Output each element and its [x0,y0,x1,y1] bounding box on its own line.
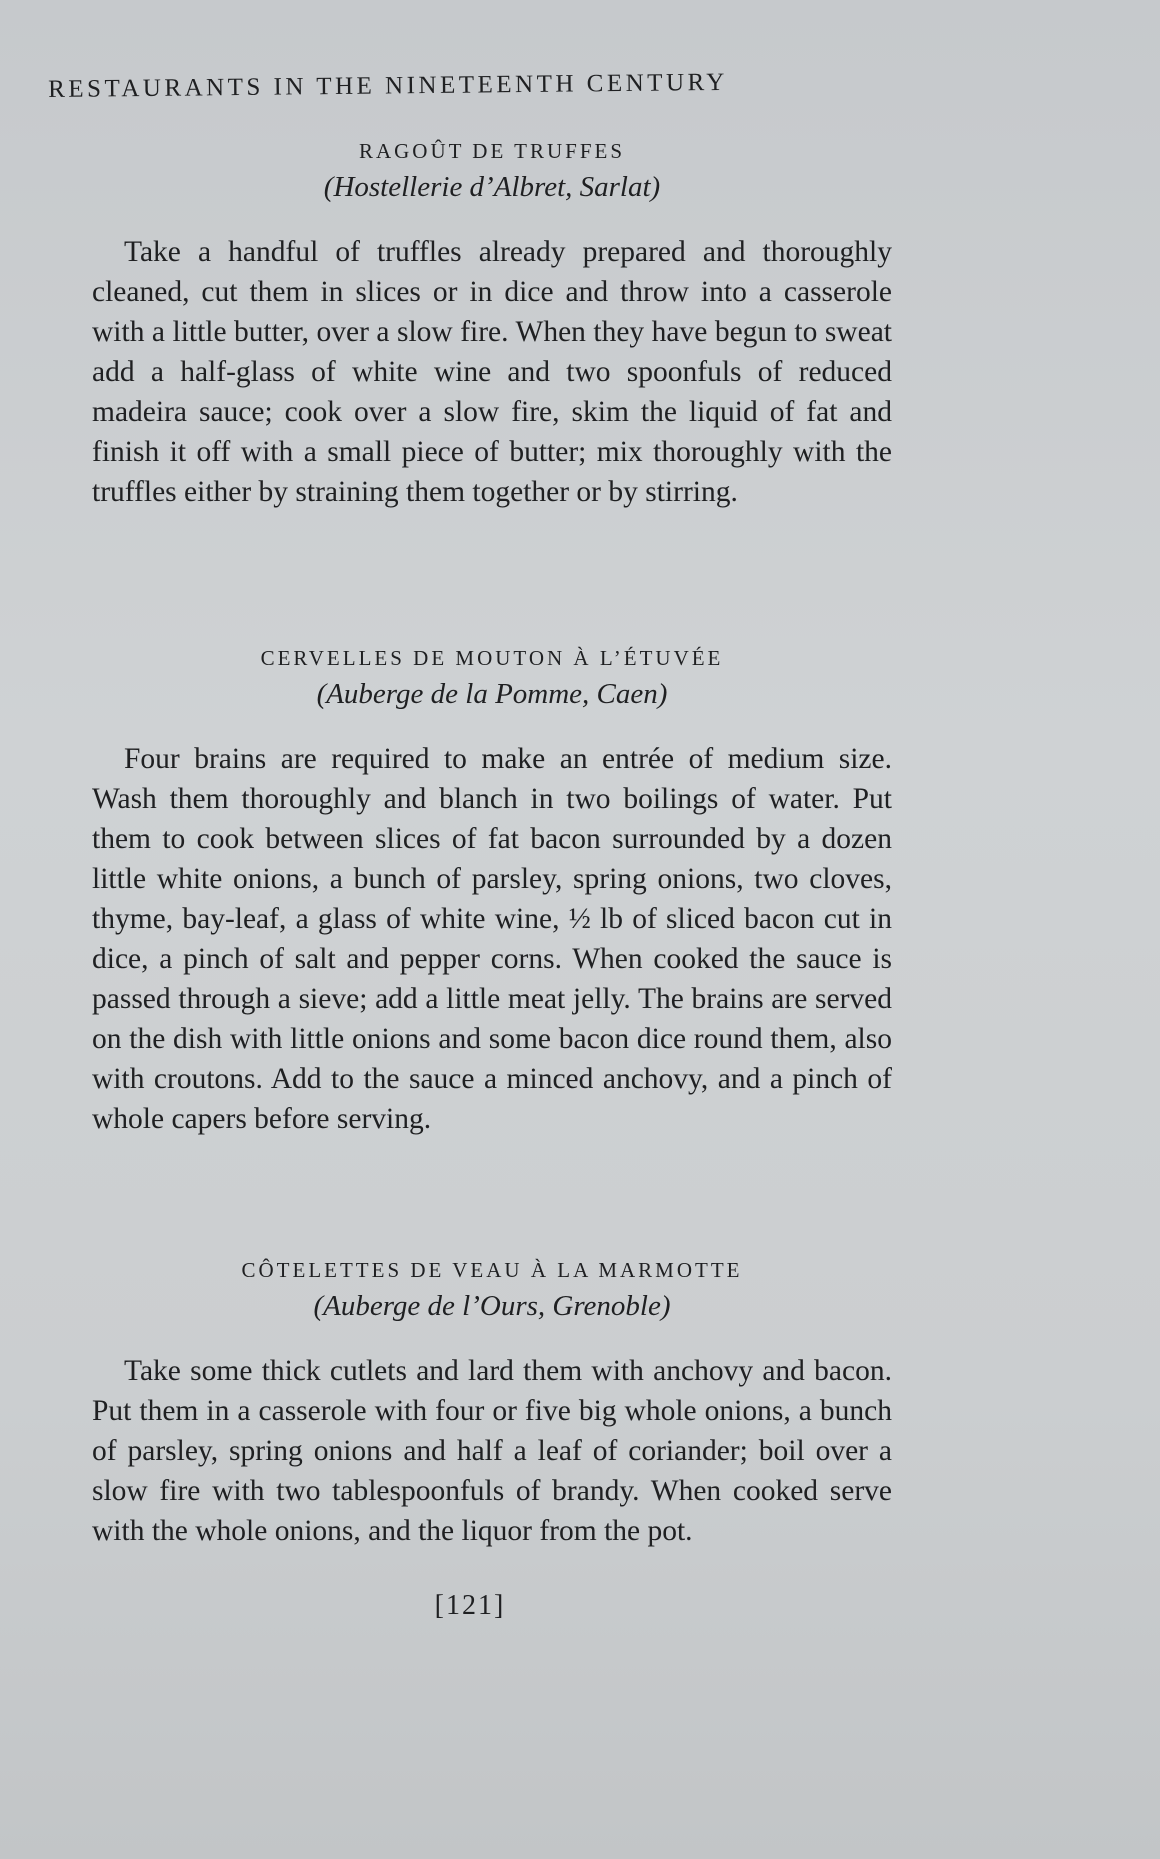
recipe-cotelettes-de-veau [92,1255,892,1551]
recipe-cervelles-de-mouton [92,643,892,1139]
page-number: [121] [434,1590,506,1621]
recipe-title: CÔTELETTES DE VEAU À LA MARMOTTE [241,1258,743,1282]
running-head: RESTAURANTS IN THE NINETEENTH CENTURY [48,68,729,103]
recipe-title: RAGOÛT DE TRUFFES [358,139,626,163]
recipe-body: Four brains are required to make an entrée of medium size. Wash them thoroughly and blanch in two boilings of water. Put them to cook between slices of fat bacon surrounded by a dozen little white onions, a bunch of parsley, spring onions, two cloves, thyme, bay-leaf, a glass of white wine, ½ lb of sliced bacon cut in dice, a pinch of salt and pepper corns. When cooked the sauce is passed through a sieve; add a little meat jelly. The brains are served on the dish with little onions and some bacon dice round them, also with croutons. Add to the sauce a minced anchovy, and a pinch of whole capers before serving. [92,743,892,1135]
recipe-title: CERVELLES DE MOUTON À L’ÉTUVÉE [260,646,724,670]
recipe-source: (Auberge de la Pomme, Caen) [316,678,668,710]
recipe-ragout-de-truffes [92,136,892,512]
recipe-source: (Auberge de l’Ours, Grenoble) [313,1290,671,1322]
recipe-source: (Hostellerie d’Albret, Sarlat) [323,171,661,203]
recipe-body: Take a handful of truffles already prepared and thoroughly cleaned, cut them in slices or in dice and throw into a casserole with a little butter, over a slow fire. When they have begun to sweat add a half-glass of white wine and two spoonfuls of reduced madeira sauce; cook over a slow fire, skim the liquid of fat and finish it off with a small piece of butter; mix thoroughly with the truffles either by straining them together or by stirring. [92,236,892,508]
recipe-body: Take some thick cutlets and lard them with anchovy and bacon. Put them in a casserole with four or five big whole onions, a bunch of parsley, spring onions and half a leaf of coriander; boil over a slow fire with two tablespoonfuls of brandy. When cooked serve with the whole onions, and the liquor from the pot. [92,1355,892,1547]
